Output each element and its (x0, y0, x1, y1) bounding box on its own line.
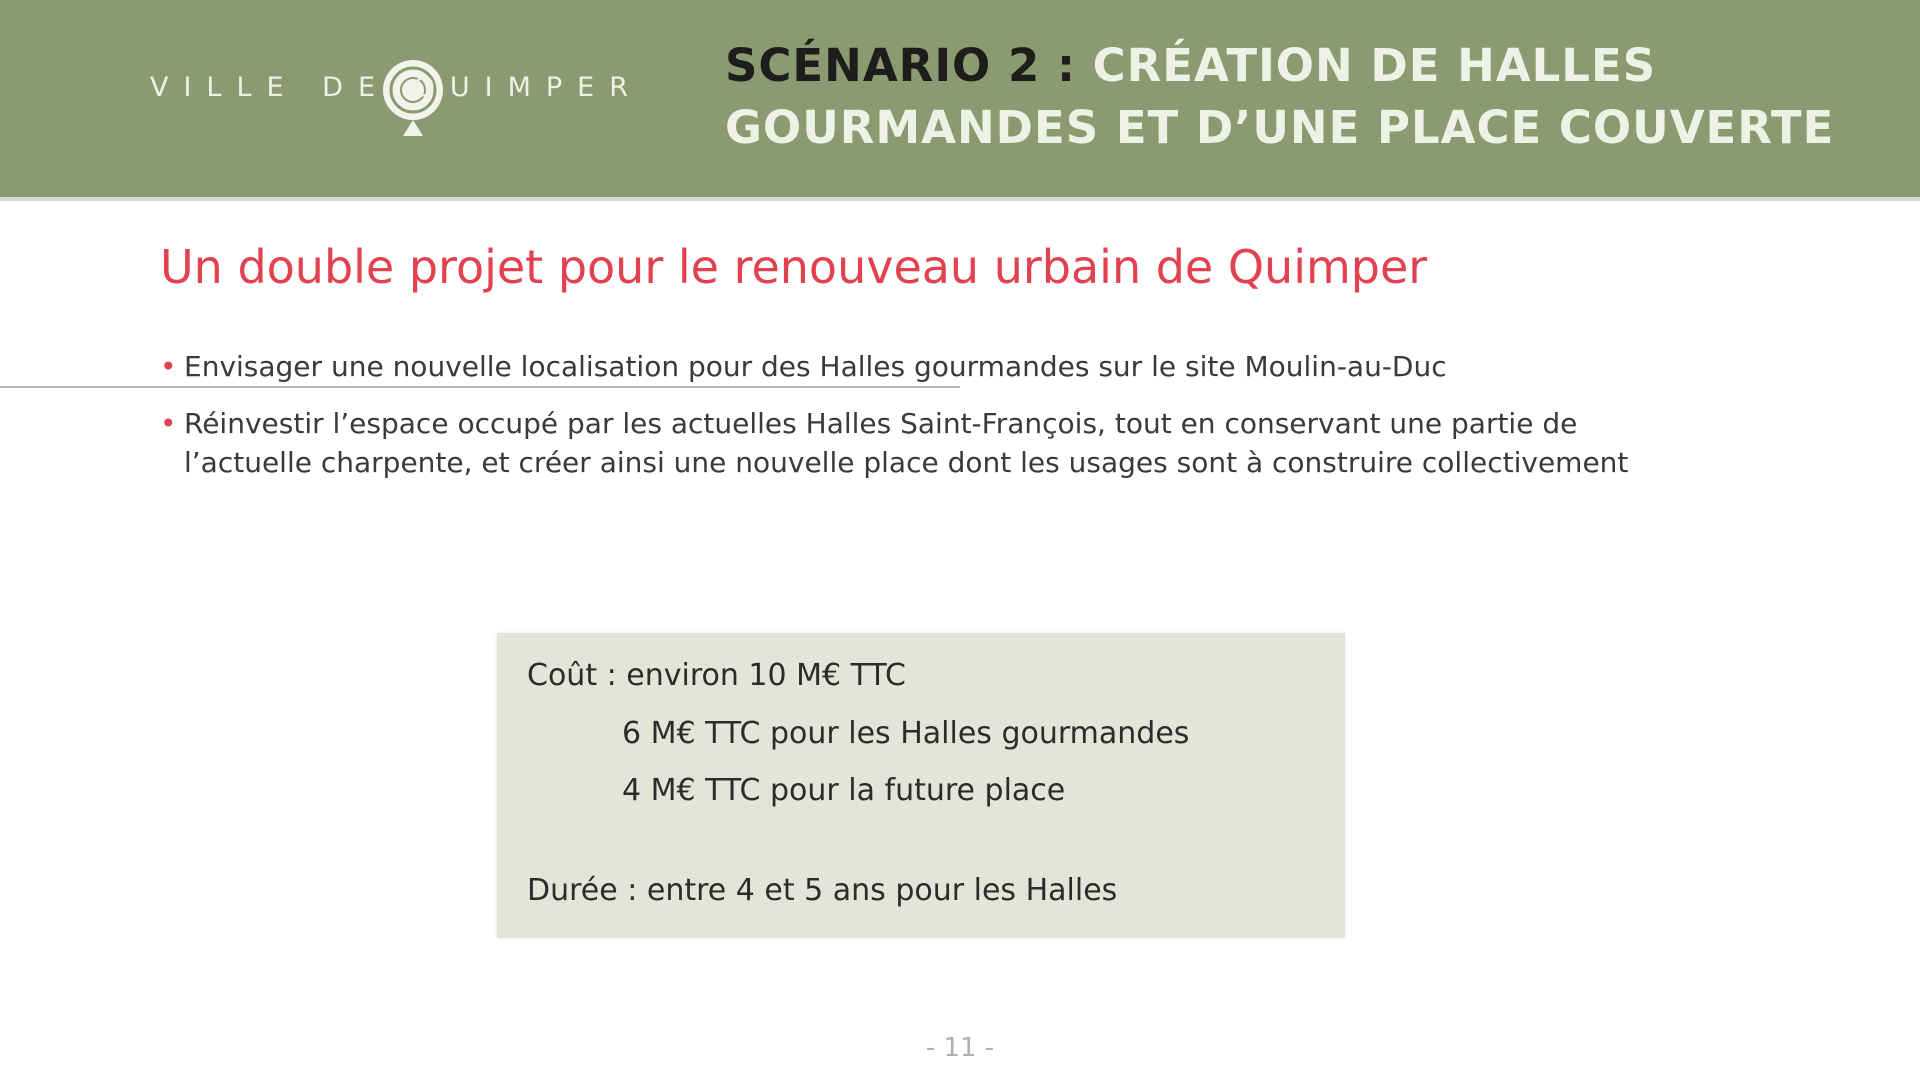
page-title (725, 35, 1875, 159)
cost-halles: 6 M€ TTC pour les Halles gourmandes (622, 716, 1190, 751)
logo-text: VILLE DE QUIMPER (150, 72, 643, 103)
header-banner (0, 0, 1920, 197)
city-logo (150, 58, 650, 138)
bullet-text: Envisager une nouvelle localisation pour des Halles gourmandes sur le site Moulin-au-Duc (184, 350, 1447, 383)
bullet-icon: • (160, 407, 177, 440)
cost-total: Coût : environ 10 M€ TTC (527, 658, 906, 693)
cost-summary-box (497, 633, 1345, 938)
page-number: - 11 - (925, 1033, 995, 1063)
section-headline: Un double projet pour le renouveau urbain de Quimper (160, 240, 1428, 294)
bullet-icon: • (160, 350, 177, 383)
bullet-list (160, 347, 1700, 500)
title-rest: CRÉATION DE HALLES GOURMANDES ET D’UNE PLACE COUVERTE (725, 39, 1835, 154)
cost-place: 4 M€ TTC pour la future place (622, 773, 1066, 808)
bullet-text: Réinvestir l’espace occupé par les actuelles Halles Saint-François, tout en conservant une partie de l’actuelle charpente, et créer ainsi une nouvelle place dont les usages sont à construire collectivement (184, 407, 1629, 479)
list-item (160, 404, 1700, 482)
title-prefix: SCÉNARIO 2 : (725, 39, 1076, 92)
list-item (160, 347, 1700, 386)
duration: Durée : entre 4 et 5 ans pour les Halles (527, 873, 1118, 908)
